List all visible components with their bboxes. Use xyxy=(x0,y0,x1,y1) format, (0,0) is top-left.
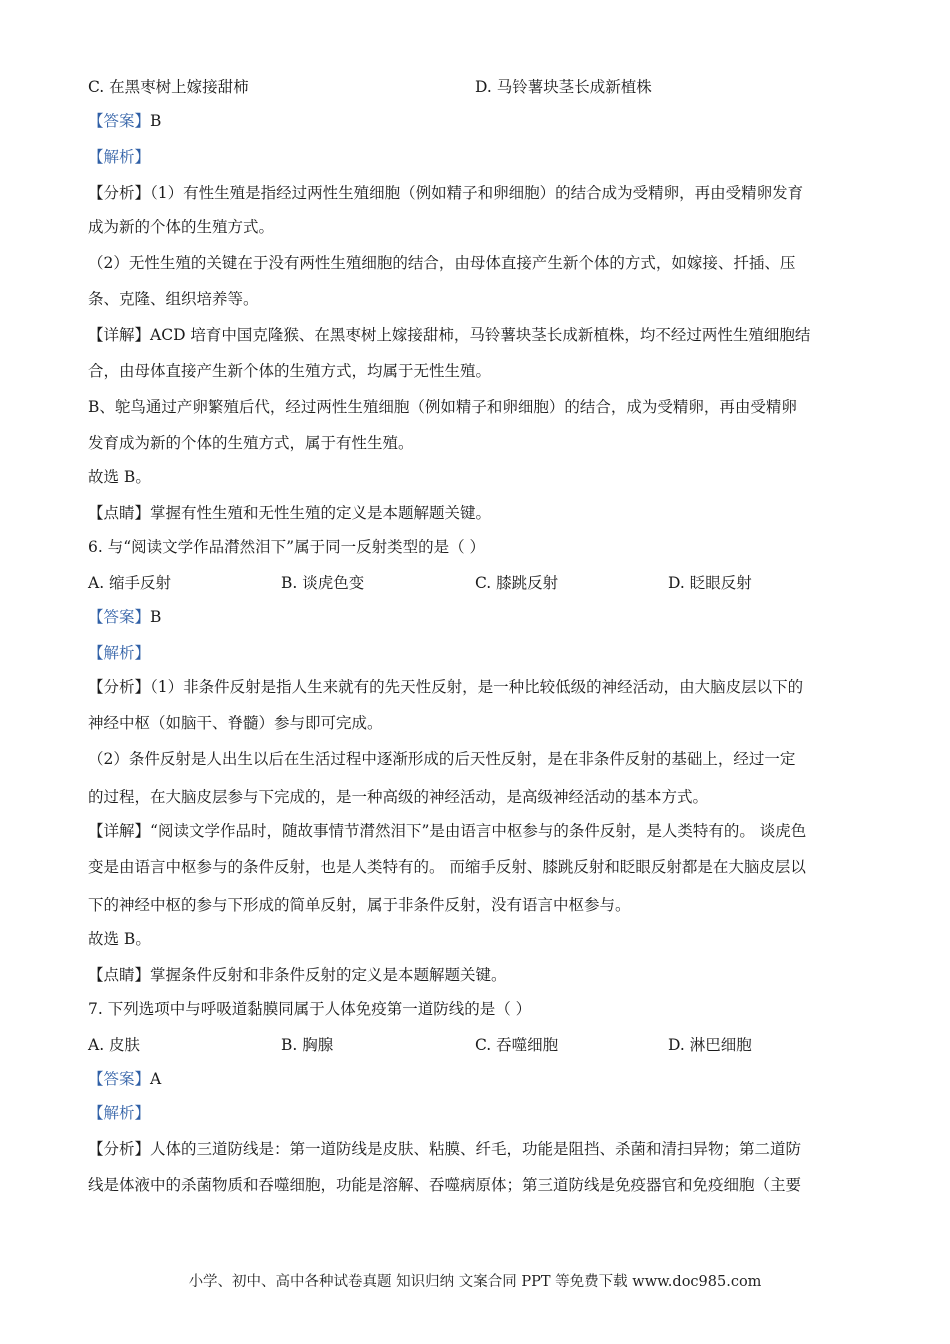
xiangjie-text: ACD 培育中国克隆猴、在黑枣树上嫁接甜柿，马铃薯块茎长成新植株，均不经过两性生殖细胞结 xyxy=(150,326,811,344)
fenxi-line: 线是体液中的杀菌物质和吞噬细胞，功能是溶解、吞噬病原体；第三道防线是免疫器官和免疫细胞（主要 xyxy=(88,1176,802,1194)
dianjing-text: 掌握条件反射和非条件反射的定义是本题解题关键。 xyxy=(150,966,507,984)
answer-value: B xyxy=(150,608,162,626)
xiangjie-line: 下的神经中枢的参与下形成的简单反射，属于非条件反射，没有语言中枢参与。 xyxy=(88,896,631,914)
fenxi-tag: 【分析】 xyxy=(88,1140,151,1158)
dianjing-text: 掌握有性生殖和无性生殖的定义是本题解题关键。 xyxy=(150,504,492,522)
analysis-heading: 【解析】 xyxy=(88,644,151,662)
dianjing-tag: 【点睛】 xyxy=(88,966,151,984)
xiangjie-line: 变是由语言中枢参与的条件反射，也是人类特有的。 而缩手反射、膝跳反射和眨眼反射都是在大脑皮层以 xyxy=(88,858,806,876)
answer-line xyxy=(88,111,868,131)
question-stem: 6. 与“阅读文学作品潸然泪下”属于同一反射类型的是（ ） xyxy=(88,538,485,556)
fenxi-tag: 【分析】 xyxy=(88,184,151,202)
fenxi-line: 神经中枢（如脑干、脊髓）参与即可完成。 xyxy=(88,714,383,732)
dianjing-line xyxy=(88,965,868,985)
fenxi-text: 人体的三道防线是：第一道防线是皮肤、粘膜、纤毛，功能是阻挡、杀菌和清扫异物；第二道防 xyxy=(150,1140,802,1158)
fenxi-line xyxy=(88,183,868,203)
answer-value: A xyxy=(150,1070,162,1088)
xiangjie-line xyxy=(88,821,868,841)
option-c: C. 吞噬细胞 xyxy=(475,1036,559,1054)
analysis-heading: 【解析】 xyxy=(88,148,151,166)
answer-line xyxy=(88,607,868,627)
answer-tag: 【答案】 xyxy=(88,1070,151,1088)
option-d: D. 眨眼反射 xyxy=(668,574,752,592)
option-d: D. 马铃薯块茎长成新植株 xyxy=(475,78,652,96)
answer-value: B xyxy=(150,112,162,130)
option-d: D. 淋巴细胞 xyxy=(668,1036,752,1054)
answer-tag: 【答案】 xyxy=(88,112,151,130)
xiangjie-line: B、鸵鸟通过产卵繁殖后代，经过两性生殖细胞（例如精子和卵细胞）的结合，成为受精卵，再由受精卵 xyxy=(88,398,797,416)
xiangjie-tag: 【详解】 xyxy=(88,822,151,840)
conclusion: 故选 B。 xyxy=(88,930,151,948)
page-footer: 小学、初中、高中各种试卷真题 知识归纳 文案合同 PPT 等免费下载 www.doc985.com xyxy=(188,1274,762,1290)
fenxi-text: （1）非条件反射是指人生来就有的先天性反射，是一种比较低级的神经活动，由大脑皮层以下的 xyxy=(150,678,804,696)
option-a: A. 缩手反射 xyxy=(88,574,172,592)
dianjing-line xyxy=(88,503,868,523)
xiangjie-text: “阅读文学作品时，随故事情节潸然泪下”是由语言中枢参与的条件反射，是人类特有的。 谈虎色 xyxy=(150,822,807,840)
xiangjie-line: 合，由母体直接产生新个体的生殖方式，均属于无性生殖。 xyxy=(88,362,492,380)
fenxi-line xyxy=(88,1139,868,1159)
fenxi-line: 的过程，在大脑皮层参与下完成的，是一种高级的神经活动，是高级神经活动的基本方式。 xyxy=(88,788,709,806)
conclusion: 故选 B。 xyxy=(88,468,151,486)
xiangjie-line xyxy=(88,325,868,345)
option-a: A. 皮肤 xyxy=(88,1036,141,1054)
fenxi-tag: 【分析】 xyxy=(88,678,151,696)
dianjing-tag: 【点睛】 xyxy=(88,504,151,522)
fenxi-line xyxy=(88,677,868,697)
fenxi-line: （2）无性生殖的关键在于没有两性生殖细胞的结合，由母体直接产生新个体的方式，如嫁接、扦插、压 xyxy=(88,254,796,272)
answer-tag: 【答案】 xyxy=(88,608,151,626)
option-b: B. 谈虎色变 xyxy=(281,574,365,592)
option-c: C. 膝跳反射 xyxy=(475,574,559,592)
xiangjie-tag: 【详解】 xyxy=(88,326,151,344)
analysis-heading: 【解析】 xyxy=(88,1104,151,1122)
fenxi-text: （1）有性生殖是指经过两性生殖细胞（例如精子和卵细胞）的结合成为受精卵，再由受精卵发育 xyxy=(150,184,804,202)
fenxi-line: （2）条件反射是人出生以后在生活过程中逐渐形成的后天性反射，是在非条件反射的基础上，经过一定 xyxy=(88,750,796,768)
xiangjie-line: 发育成为新的个体的生殖方式，属于有性生殖。 xyxy=(88,434,414,452)
fenxi-line: 条、克隆、组织培养等。 xyxy=(88,290,259,308)
question-stem: 7. 下列选项中与呼吸道黏膜同属于人体免疫第一道防线的是（ ） xyxy=(88,1000,532,1018)
option-c: C. 在黑枣树上嫁接甜柿 xyxy=(88,78,249,96)
answer-line xyxy=(88,1069,868,1089)
option-b: B. 胸腺 xyxy=(281,1036,334,1054)
fenxi-line: 成为新的个体的生殖方式。 xyxy=(88,218,275,236)
